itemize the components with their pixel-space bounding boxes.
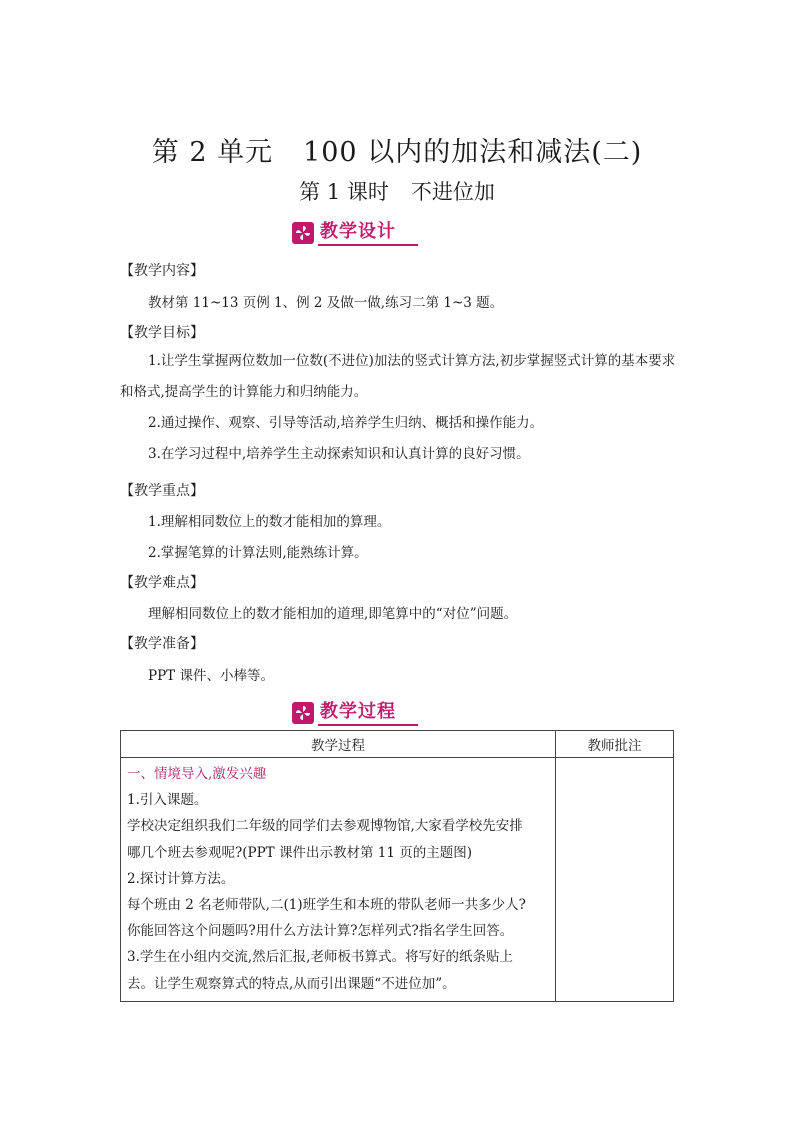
difficulties-text: 理解相同数位上的数才能相加的道理,即笔算中的“对位”问题。 (148, 606, 518, 622)
teaching-process-label: 教学过程 (318, 701, 418, 726)
process-cell (121, 758, 556, 1002)
key-point-item: 2.掌握笔算的计算法则,能熟练计算。 (148, 545, 368, 561)
process-line: 哪几个班去参观呢?(PPT 课件出示教材第 11 页的主题图) (127, 844, 472, 861)
process-line: 你能回答这个问题吗?用什么方法计算?怎样列式?指名学生回答。 (127, 923, 514, 940)
content-heading: 【教学内容】 (120, 263, 204, 279)
swirl-logo-icon (292, 702, 314, 724)
unit-title (0, 130, 794, 169)
process-line: 学校决定组织我们二年级的同学们去参观博物馆,大家看学校先安排 (127, 818, 523, 835)
teaching-design-banner (292, 220, 418, 246)
process-line: 去。让学生观察算式的特点,从而引出课题“不进位加”。 (127, 975, 456, 992)
process-line: 3.学生在小组内交流,然后汇报,老师板书算式。将写好的纸条贴上 (127, 949, 513, 966)
lesson-number: 第 1 课时 (299, 180, 389, 204)
lesson-title (0, 176, 794, 206)
column-header-process: 教学过程 (121, 731, 556, 758)
key-points-heading: 【教学重点】 (120, 483, 204, 499)
teaching-process-table (120, 730, 674, 1002)
goals-heading: 【教学目标】 (120, 325, 204, 341)
process-line: 每个班由 2 名老师带队,二(1)班学生和本班的带队老师一共多少人? (127, 897, 526, 914)
column-header-notes: 教师批注 (556, 731, 674, 758)
unit-number: 第 2 单元 (151, 137, 274, 168)
process-line: 1.引入课题。 (127, 792, 208, 809)
difficulties-heading: 【教学难点】 (120, 575, 204, 591)
content-text: 教材第 11~13 页例 1、例 2 及做一做,练习二第 1~3 题。 (148, 295, 504, 311)
teacher-notes-cell (556, 758, 674, 1002)
swirl-logo-icon (292, 222, 314, 244)
process-line: 2.探讨计算方法。 (127, 870, 235, 887)
preparation-text: PPT 课件、小棒等。 (148, 668, 274, 684)
goals-list (120, 346, 680, 470)
table-header-row (121, 731, 674, 758)
table-row (121, 758, 674, 1002)
goal-item: 3.在学习过程中,培养学生主动探索知识和认真计算的良好习惯。 (148, 446, 530, 462)
lesson-name: 不进位加 (410, 180, 495, 204)
process-section-title: 一、情境导入,激发兴趣 (127, 766, 267, 782)
teaching-process-banner (292, 700, 418, 726)
goal-item: 2.通过操作、观察、引导等活动,培养学生归纳、概括和操作能力。 (148, 415, 544, 431)
unit-name: 100 以内的加法和减法(二) (303, 137, 643, 168)
teaching-design-label: 教学设计 (318, 221, 418, 246)
goal-item: 1.让学生掌握两位数加一位数(不进位)加法的竖式计算方法,初步掌握竖式计算的基本要求和格式,提高学生的计算能力和归纳能力。 (120, 353, 676, 400)
preparation-heading: 【教学准备】 (120, 636, 204, 652)
key-point-item: 1.理解相同数位上的数才能相加的算理。 (148, 514, 391, 530)
